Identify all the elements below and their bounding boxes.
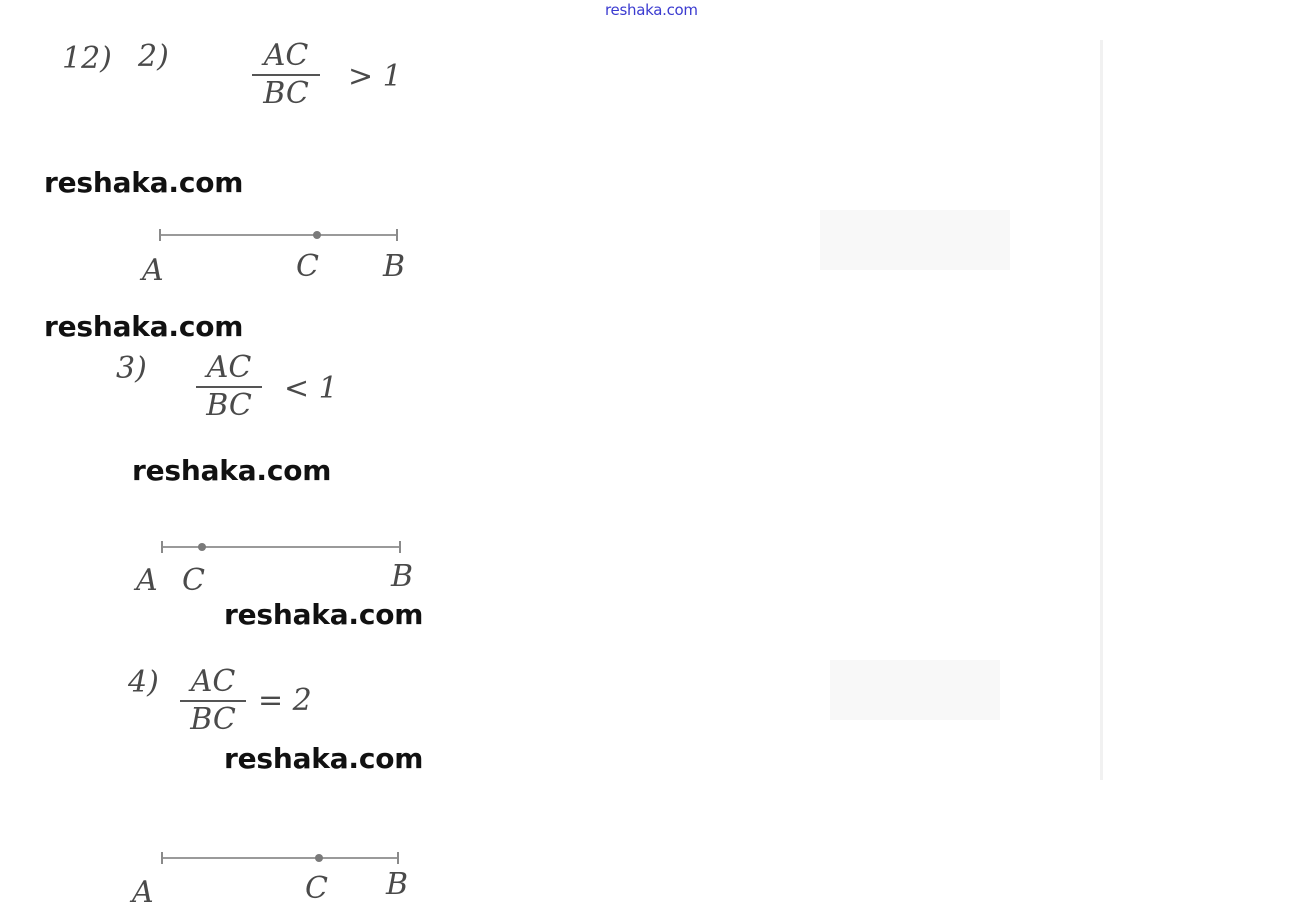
watermark-label: reshaka.com xyxy=(224,598,424,631)
fraction-numerator: AC xyxy=(190,664,236,699)
problem-number: 12) xyxy=(62,41,112,76)
point-label: C xyxy=(182,563,205,598)
point-label: B xyxy=(391,559,414,594)
point-label: C xyxy=(296,249,319,284)
point-label: A xyxy=(142,253,164,288)
point-label: B xyxy=(383,249,406,284)
point-label: C xyxy=(305,871,328,906)
point-label: A xyxy=(136,563,158,598)
fraction-denominator: BC xyxy=(190,701,236,737)
point-label: B xyxy=(386,867,409,902)
fraction-denominator: BC xyxy=(206,387,252,423)
part-3-fraction xyxy=(196,352,262,421)
watermark-label: reshaka.com xyxy=(44,166,244,199)
fraction-numerator: AC xyxy=(206,350,252,385)
part-3-relation: < 1 xyxy=(284,371,338,406)
scan-artifact xyxy=(1100,40,1103,780)
point-label: A xyxy=(132,875,154,910)
fraction-denominator: BC xyxy=(263,75,309,111)
part-4-relation: = 2 xyxy=(258,683,312,718)
watermark-label: reshaka.com xyxy=(224,742,424,775)
scan-artifact xyxy=(830,660,1000,720)
part-2-label: 2) xyxy=(138,39,169,74)
part-3-label: 3) xyxy=(116,351,147,386)
part-4-label: 4) xyxy=(128,665,159,700)
part-2-relation: > 1 xyxy=(348,59,402,94)
part-2-fraction xyxy=(252,40,320,109)
top-watermark-link[interactable]: reshaka.com xyxy=(605,1,698,19)
scan-artifact xyxy=(820,210,1010,270)
watermark-label: reshaka.com xyxy=(132,454,332,487)
fraction-numerator: AC xyxy=(263,38,309,73)
part-4-fraction xyxy=(180,666,246,735)
watermark-label: reshaka.com xyxy=(44,310,244,343)
